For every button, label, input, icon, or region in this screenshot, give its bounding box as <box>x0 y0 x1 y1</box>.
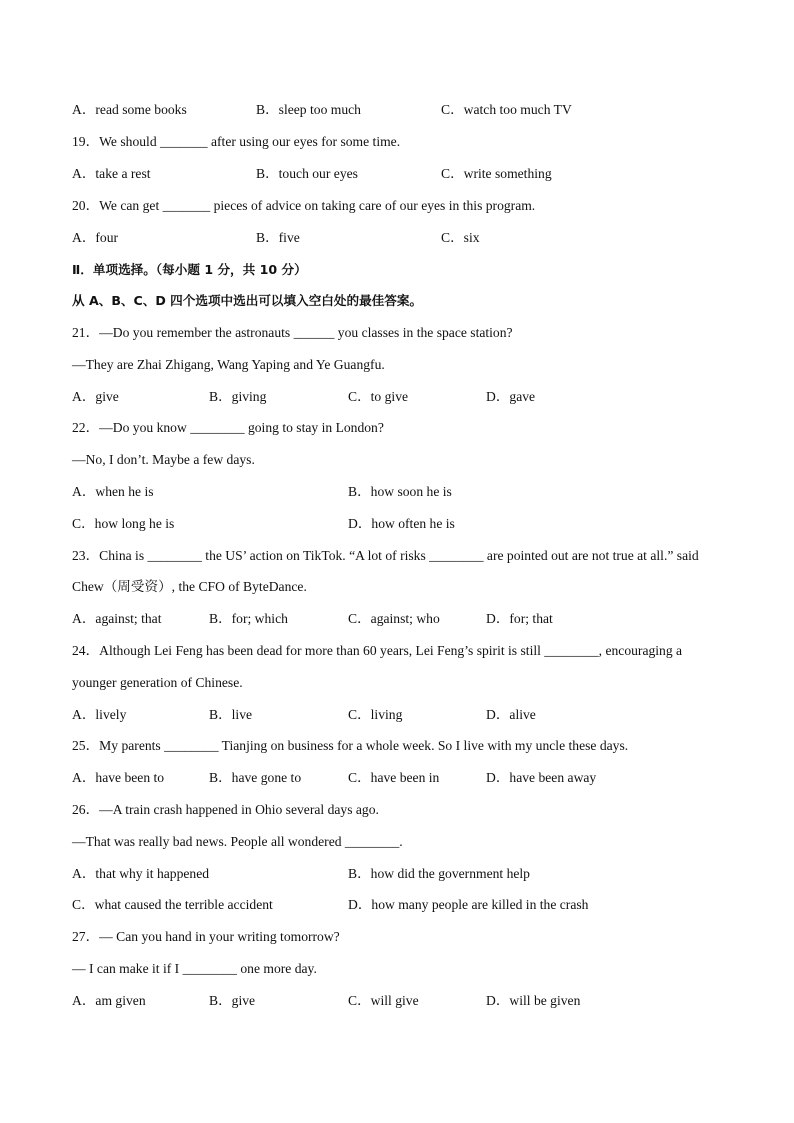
q24-option-b: B．live <box>209 707 253 722</box>
q22-reply: —No, I don’t. Maybe a few days. <box>72 452 255 467</box>
q27-stem: 27．— Can you hand in your writing tomorrow? <box>72 929 340 944</box>
q21-option-a: A．give <box>72 389 119 404</box>
q24-stem: 24．Although Lei Feng has been dead for more than 60 years, Lei Feng’s spirit is still ________, encouraging a <box>72 643 683 658</box>
q23-option-a: A．against; that <box>72 611 162 626</box>
q24-option-c: C．living <box>348 707 403 722</box>
q18-option-a: A．read some books <box>72 102 187 117</box>
q19-option-c: C．write something <box>441 166 552 181</box>
q20-option-b: B．five <box>256 230 300 245</box>
q22-option-a: A．when he is <box>72 484 154 499</box>
q22-option-c: C．how long he is <box>72 516 175 531</box>
q19-option-b: B．touch our eyes <box>256 166 358 181</box>
q21-option-d: D．gave <box>486 389 536 404</box>
q21-option-b: B．giving <box>209 389 267 404</box>
section-instruction: 从 A、B、C、D 四个选项中选出可以填入空白处的最佳答案。 <box>72 293 423 308</box>
q20-option-c: C．six <box>441 230 480 245</box>
q21-option-c: C．to give <box>348 389 409 404</box>
q27-option-d: D．will be given <box>486 993 581 1008</box>
q23-option-b: B．for; which <box>209 611 288 626</box>
q22-option-d: D．how often he is <box>348 516 455 531</box>
q19-stem: 19．We should _______ after using our eyes for some time. <box>72 134 401 149</box>
q21-reply: —They are Zhai Zhigang, Wang Yaping and Ye Guangfu. <box>72 357 385 372</box>
q20-option-a: A．four <box>72 230 119 245</box>
q26-stem: 26．—A train crash happened in Ohio several days ago. <box>72 802 379 817</box>
q25-option-a: A．have been to <box>72 770 165 785</box>
q24-option-d: D．alive <box>486 707 536 722</box>
q27-option-c: C．will give <box>348 993 419 1008</box>
q24-option-a: A．lively <box>72 707 127 722</box>
q26-reply: —That was really bad news. People all wondered ________. <box>72 834 403 849</box>
q23-stem-continued: Chew（周受资）, the CFO of ByteDance. <box>72 579 307 594</box>
section-title: Ⅱ．单项选择。（每小题 1 分，共 10 分） <box>72 262 307 277</box>
q18-option-c: C．watch too much TV <box>441 102 572 117</box>
q26-option-a: A．that why it happened <box>72 866 210 881</box>
q24-stem-continued: younger generation of Chinese. <box>72 675 243 690</box>
q26-option-c: C．what caused the terrible accident <box>72 897 273 912</box>
q23-option-c: C．against; who <box>348 611 440 626</box>
q23-option-d: D．for; that <box>486 611 553 626</box>
q26-option-b: B．how did the government help <box>348 866 530 881</box>
q26-option-d: D．how many people are killed in the crash <box>348 897 589 912</box>
q27-reply: — I can make it if I ________ one more day. <box>72 961 317 976</box>
q25-stem: 25．My parents ________ Tianjing on business for a whole week. So I live with my uncle these days. <box>72 738 629 753</box>
q25-option-d: D．have been away <box>486 770 597 785</box>
q21-stem: 21．—Do you remember the astronauts ______ you classes in the space station? <box>72 325 513 340</box>
q22-option-b: B．how soon he is <box>348 484 452 499</box>
q23-stem: 23．China is ________ the US’ action on TikTok. “A lot of risks ________ are pointed out are not true at all.” said <box>72 548 699 563</box>
q27-option-a: A．am given <box>72 993 146 1008</box>
q20-stem: 20．We can get _______ pieces of advice on taking care of our eyes in this program. <box>72 198 536 213</box>
q25-option-c: C．have been in <box>348 770 440 785</box>
q25-option-b: B．have gone to <box>209 770 302 785</box>
q19-option-a: A．take a rest <box>72 166 151 181</box>
q18-option-b: B．sleep too much <box>256 102 361 117</box>
q27-option-b: B．give <box>209 993 256 1008</box>
q22-stem: 22．—Do you know ________ going to stay in London? <box>72 420 384 435</box>
